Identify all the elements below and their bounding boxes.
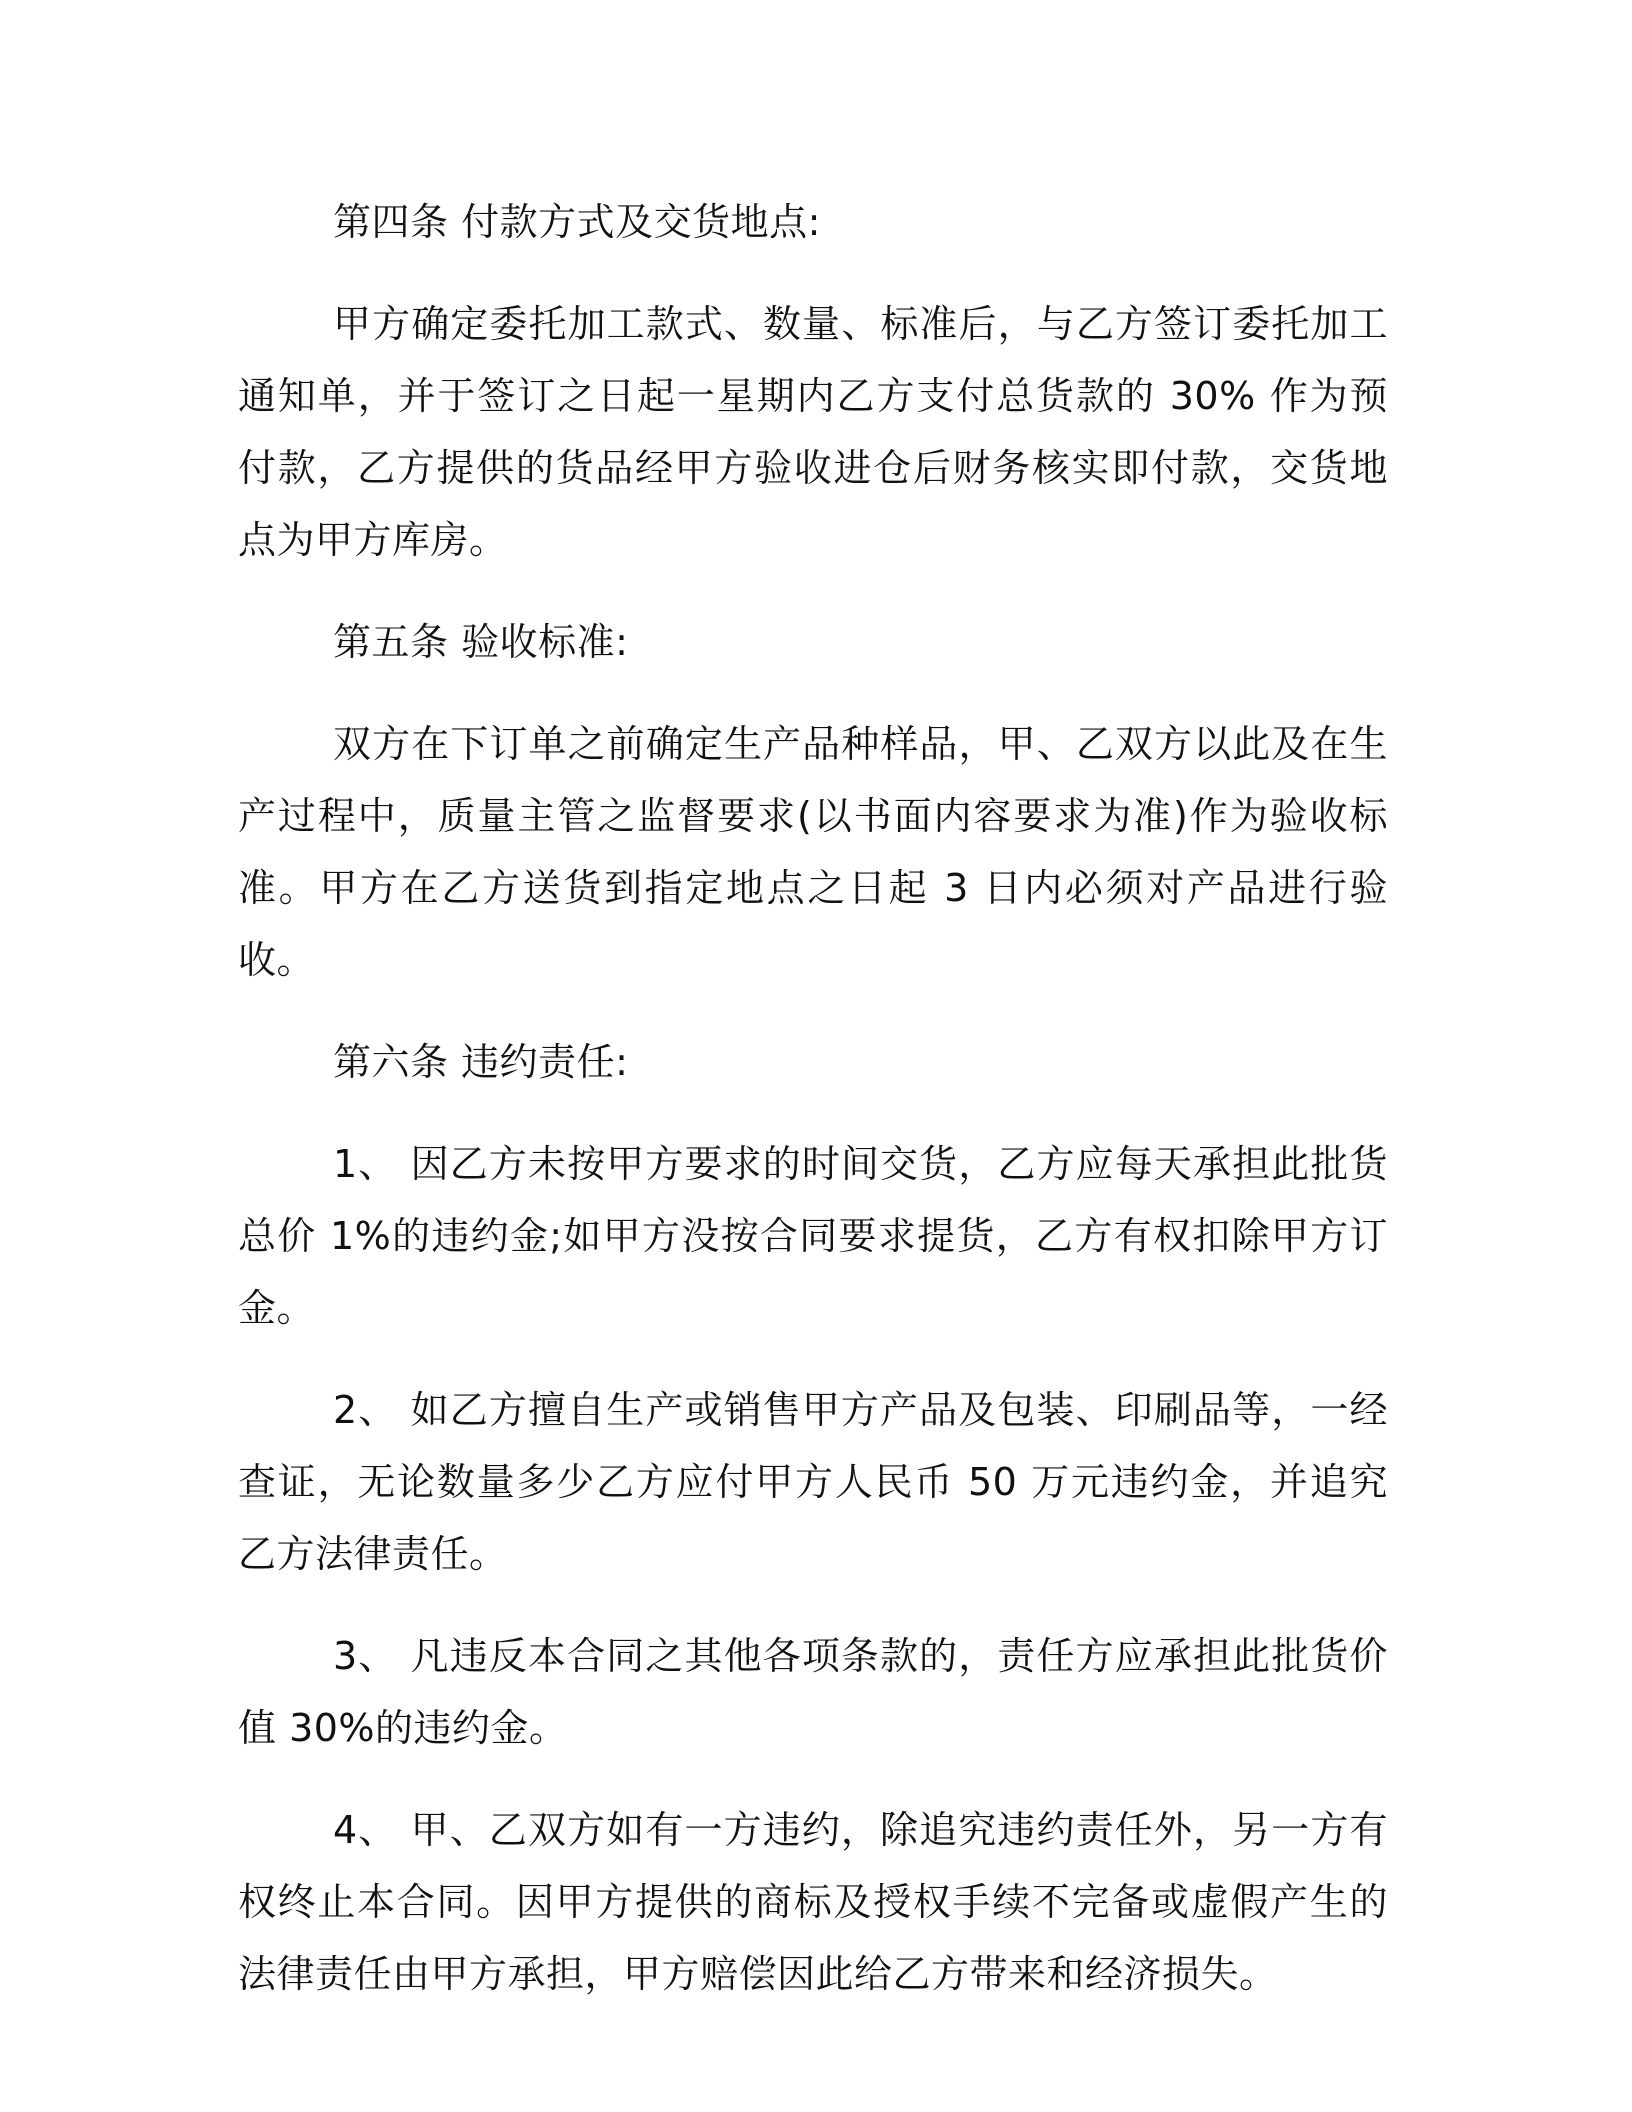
article-4-paragraph: 甲方确定委托加工款式、数量、标准后，与乙方签订委托加工通知单，并于签订之日起一星期内乙方支付总货款的 30% 作为预付款，乙方提供的货品经甲方验收进仓后财务核实即付款，交货地点为甲方库房。: [238, 302, 1388, 562]
article-6-item-2: 2、 如乙方擅自生产或销售甲方产品及包装、印刷品等，一经查证，无论数量多少乙方应付甲方人民币 50 万元违约金，并追究乙方法律责任。: [238, 1388, 1388, 1576]
article-6-item-4: 4、 甲、乙双方如有一方违约，除追究违约责任外，另一方有权终止本合同。因甲方提供的商标及授权手续不完备或虚假产生的法律责任由甲方承担，甲方赔偿因此给乙方带来和经济损失。: [238, 1808, 1388, 1996]
article-6-heading: 第六条 违约责任:: [333, 1040, 629, 1084]
document-body: [238, 186, 1388, 2040]
article-6-item-3: 3、 凡违反本合同之其他各项条款的，责任方应承担此批货价值 30%的违约金。: [238, 1634, 1388, 1750]
article-4-heading: 第四条 付款方式及交货地点:: [333, 200, 821, 244]
article-6-item-1: 1、 因乙方未按甲方要求的时间交货，乙方应每天承担此批货总价 1%的违约金;如甲方没按合同要求提货，乙方有权扣除甲方订金。: [238, 1142, 1388, 1330]
article-5-paragraph: 双方在下订单之前确定生产品种样品，甲、乙双方以此及在生产过程中，质量主管之监督要求(以书面内容要求为准)作为验收标准。甲方在乙方送货到指定地点之日起 3 日内必须对产品进行验收。: [238, 722, 1388, 982]
article-5-heading: 第五条 验收标准:: [333, 620, 629, 664]
